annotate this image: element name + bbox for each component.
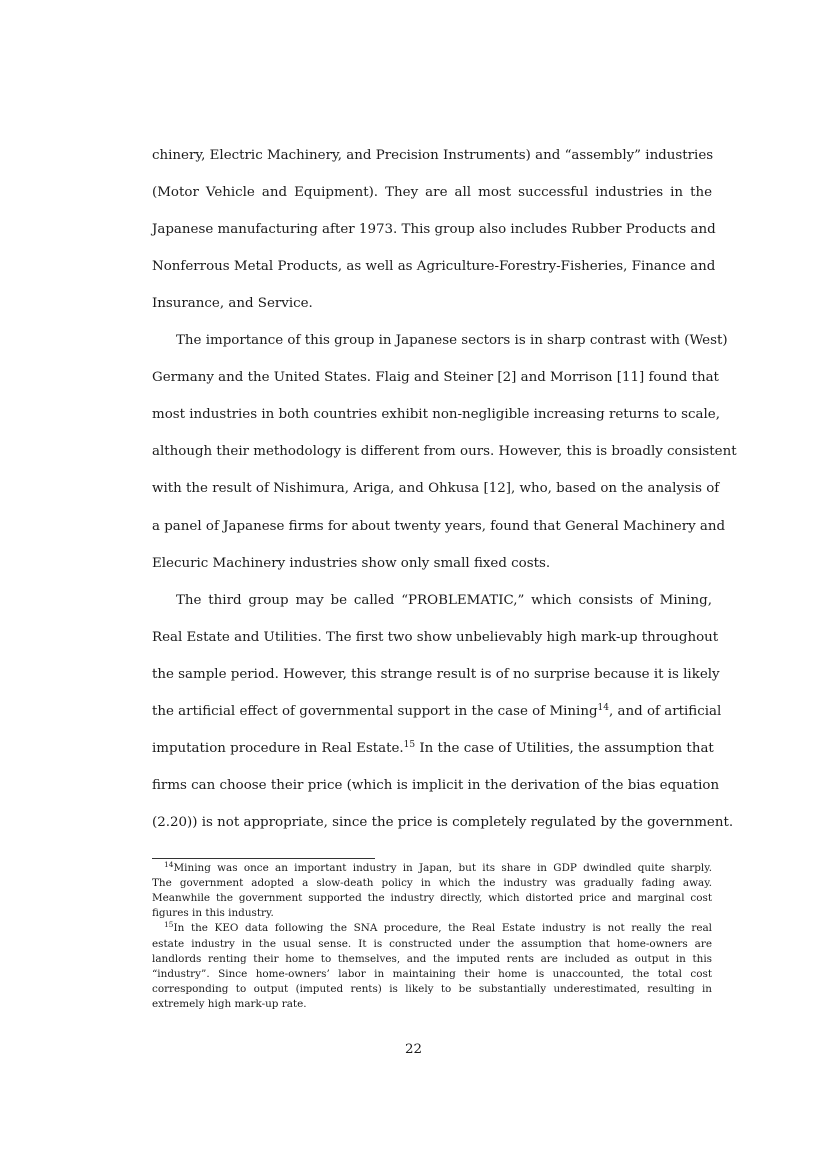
footnote-line bbox=[164, 922, 712, 935]
line-text: figures in this industry. bbox=[152, 907, 274, 920]
footnote-line bbox=[164, 862, 712, 875]
footnote-line bbox=[152, 877, 712, 890]
footnote-line bbox=[152, 953, 712, 966]
line-text: In the KEO data following the SNA procedure, the Real Estate industry is not really the real bbox=[173, 922, 712, 935]
line-text: The third group may be called “PROBLEMATIC,” which consists of Mining, bbox=[176, 592, 712, 608]
footnote-reference: 15 bbox=[403, 739, 416, 750]
body-line bbox=[152, 739, 712, 759]
line-text: Germany and the United States. Flaig and Steiner [2] and Morrison [11] found that bbox=[152, 370, 719, 386]
line-text: (Motor Vehicle and Equipment). They are all most successful industries in the bbox=[152, 185, 712, 201]
line-text: Elecuric Machinery industries show only small fixed costs. bbox=[152, 555, 551, 571]
body-line bbox=[152, 776, 720, 796]
line-text: “industry”. Since home-owners’ labor in maintaining their home is unaccounted, the total cost bbox=[152, 967, 712, 980]
line-text: although their methodology is different from ours. However, this is broadly consistent bbox=[152, 444, 737, 460]
body-line bbox=[152, 442, 737, 462]
body-line bbox=[176, 591, 712, 611]
line-text: estate industry in the usual sense. It is constructed under the assumption that home-owners are bbox=[152, 937, 712, 950]
body-line bbox=[152, 220, 716, 240]
line-text: landlords renting their home to themselves, and the imputed rents are included as output in this bbox=[152, 952, 712, 965]
footnote-reference: 14 bbox=[597, 702, 609, 713]
line-text: firms can choose their price (which is implicit in the derivation of the bias equation bbox=[152, 777, 720, 793]
footnote-rule bbox=[152, 858, 375, 859]
line-text: extremely high mark-up rate. bbox=[152, 997, 307, 1010]
line-text: chinery, Electric Machinery, and Precision Instruments) and “assembly” industries bbox=[152, 148, 714, 163]
line-text: Japanese manufacturing after 1973. This group also includes Rubber Products and bbox=[152, 222, 716, 238]
line-text: , and of artificial bbox=[609, 703, 722, 719]
body-line bbox=[152, 813, 734, 833]
line-text: corresponding to output (imputed rents) is likely to be substantially underestimated, resulting in bbox=[152, 982, 712, 995]
footnote-line bbox=[152, 907, 712, 920]
body-line bbox=[176, 331, 728, 351]
footnote-line bbox=[152, 968, 712, 981]
line-text: the sample period. However, this strange result is of no surprise because it is likely bbox=[152, 666, 720, 682]
line-text: with the result of Nishimura, Ariga, and Ohkusa [12], who, based on the analysis of bbox=[152, 481, 720, 497]
body-line bbox=[152, 294, 712, 314]
line-text: The government adopted a slow-death policy in which the industry was gradually fading away. bbox=[152, 877, 712, 890]
line-text: Meanwhile the government supported the industry directly, which distorted price and marginal cost bbox=[152, 892, 712, 905]
line-text: Real Estate and Utilities. The first two show unbelievably high mark-up throughout bbox=[152, 629, 719, 645]
line-text: In the case of Utilities, the assumption that bbox=[415, 740, 714, 756]
footnote-line bbox=[152, 938, 712, 951]
body-line bbox=[152, 628, 719, 648]
body-line bbox=[152, 479, 720, 499]
footnote-line bbox=[152, 998, 712, 1011]
line-text: (2.20)) is not appropriate, since the price is completely regulated by the government. bbox=[152, 814, 734, 830]
body-line bbox=[152, 702, 722, 722]
line-text: a panel of Japanese firms for about twenty years, found that General Machinery and bbox=[152, 518, 726, 534]
footnote-line bbox=[152, 892, 712, 905]
line-text: The importance of this group in Japanese sectors is in sharp contrast with (West) bbox=[176, 333, 728, 349]
line-text: Insurance, and Service. bbox=[152, 296, 313, 312]
line-text: imputation procedure in Real Estate. bbox=[152, 740, 404, 756]
body-line bbox=[152, 665, 720, 685]
body-line bbox=[152, 146, 712, 166]
footnote-line bbox=[152, 983, 712, 996]
line-text: most industries in both countries exhibit non-negligible increasing returns to scale, bbox=[152, 407, 720, 423]
footnote-marker: 15 bbox=[164, 920, 174, 930]
body-line bbox=[152, 517, 726, 537]
body-line bbox=[152, 405, 720, 425]
body-line bbox=[152, 183, 712, 203]
footnote-marker: 14 bbox=[164, 860, 174, 869]
body-line bbox=[152, 554, 712, 574]
line-text: the artificial effect of governmental support in the case of Mining bbox=[152, 703, 598, 719]
body-line bbox=[152, 368, 719, 388]
line-text: Mining was once an important industry in Japan, but its share in GDP dwindled quite sharply. bbox=[173, 862, 712, 874]
body-line bbox=[152, 257, 716, 277]
page-number: 22 bbox=[404, 1042, 423, 1057]
line-text: Nonferrous Metal Products, as well as Agriculture-Forestry-Fisheries, Finance and bbox=[152, 259, 716, 275]
